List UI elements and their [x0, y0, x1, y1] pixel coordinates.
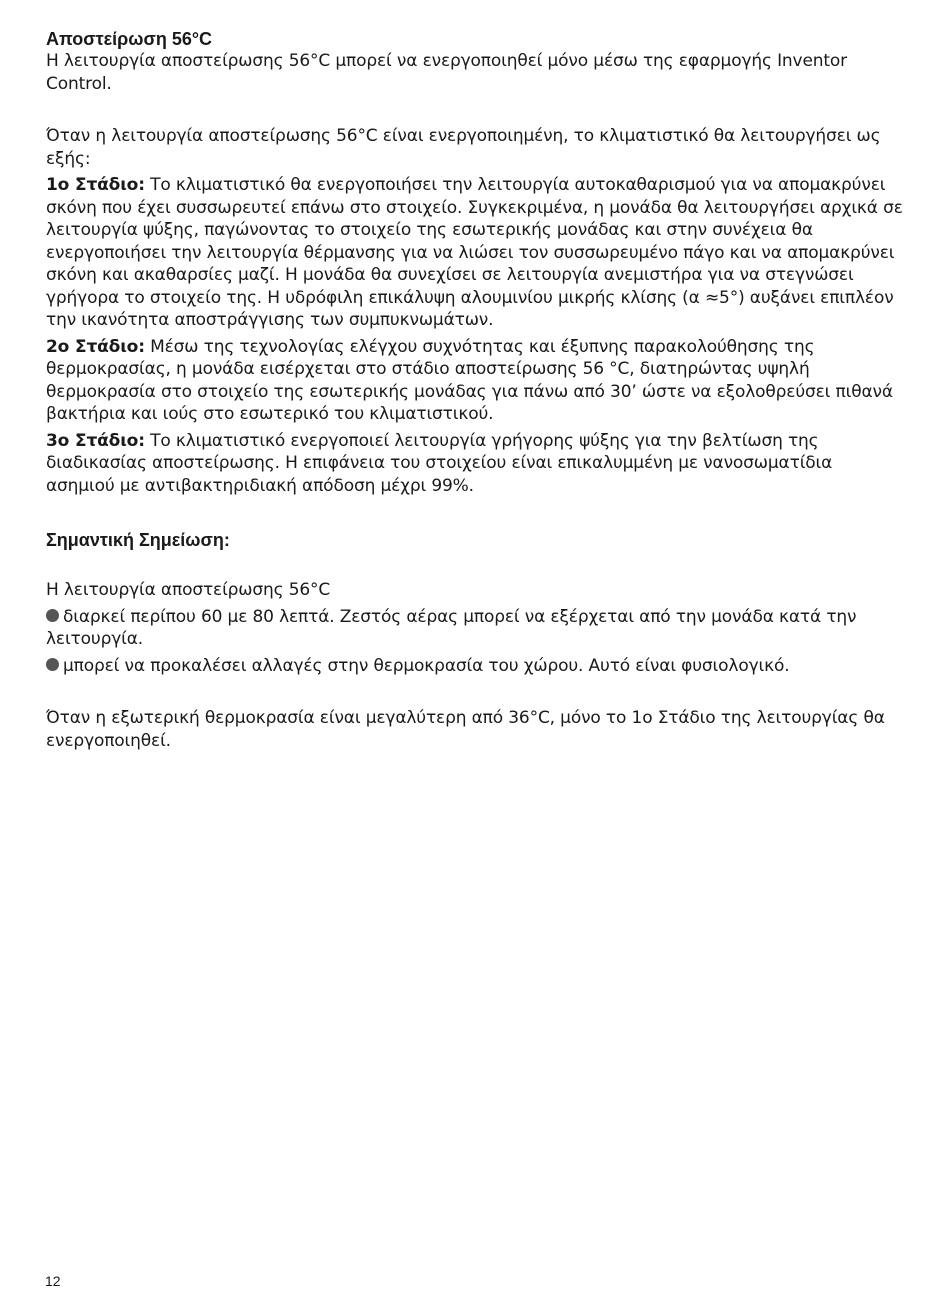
note-intro: Η λειτουργία αποστείρωσης 56°C: [46, 580, 331, 600]
bullet-dot-icon: [46, 609, 59, 622]
stage-3-text: Το κλιματιστικό ενεργοποιεί λειτουργία γρήγορης ψύξης για την βελτίωση της διαδικασίας αποστείρωσης. Η επιφάνεια του στοιχείου είναι επικαλυμμένη με νανοσωματίδια ασημιού με αντιβακτηριδιακή απόδοση μέχρι 99%.: [46, 430, 833, 496]
closing-paragraph: Όταν η εξωτερική θερμοκρασία είναι μεγαλύτερη από 36°C, μόνο το 1ο Στάδιο της λειτουργίας θα ενεργοποιηθεί.: [46, 708, 885, 751]
document-page: [46, 28, 904, 752]
note-bullet-1-text: διαρκεί περίπου 60 με 80 λεπτά. Ζεστός αέρας μπορεί να εξέρχεται από την μονάδα κατά την λειτουργία.: [46, 606, 857, 649]
stage-3-paragraph: [46, 430, 904, 498]
stage-1-paragraph: [46, 174, 904, 332]
note-heading: Σημαντική Σημείωση:: [46, 530, 230, 550]
stage-2-text: Μέσω της τεχνολογίας ελέγχου συχνότητας και έξυπνης παρακολούθησης της θερμοκρασίας, η μονάδα εισέρχεται στο στάδιο αποστείρωσης 56 °C, διατηρώντας υψηλή θερμοκρασία στο στοιχείο της εσωτερικής μονάδας για πάνω από 30’ ώστε να εξολοθρεύσει πιθανά βακτήρια και ιούς στο εσωτερικό του κλιματιστικού.: [46, 336, 893, 424]
note-bullet-1: [46, 606, 904, 651]
stage-1-label: 1ο Στάδιο:: [46, 175, 145, 195]
note-bullet-2-text: μπορεί να προκαλέσει αλλαγές στην θερμοκρασία του χώρου. Αυτό είναι φυσιολογικό.: [63, 655, 790, 676]
spacer: [46, 677, 904, 707]
spacer: [46, 497, 904, 529]
stage-1-text: Το κλιματιστικό θα ενεργοποιήσει την λειτουργία αυτοκαθαρισμού για να απομακρύνει σκόνη που έχει συσσωρευτεί επάνω στο στοιχείο. Συγκεκριμένα, η μονάδα θα λειτουργήσει αρχικά σε λειτουργία ψύξης, παγώνοντας το στοιχείο της εσωτερικής μονάδας και στην συνέχεια θα ενεργοποιήσει την λειτουργία θέρμανσης για να λιώσει τον συσσωρευμένο πάγο και να απομακρύνει σκόνη και ακαθαρσίες μαζί. Η μονάδα θα συνεχίσει σε λειτουργία ανεμιστήρα για να στεγνώσει γρήγορα το στοιχείο της. Η υδρόφιλη επικάλυψη αλουμινίου μικρής κλίσης (α ≈5°) αυξάνει επιπλέον την ικανότητα αποστράγγισης των συμπυκνωμάτων.: [46, 175, 903, 330]
bullet-dot-icon: [46, 658, 59, 671]
stage-2-paragraph: [46, 336, 904, 426]
page-number: 12: [45, 1273, 61, 1289]
note-bullet-2: [46, 655, 904, 678]
intro-paragraph: Η λειτουργία αποστείρωσης 56°C μπορεί να ενεργοποιηθεί μόνο μέσω της εφαρμογής Inventor Control.: [46, 51, 848, 94]
stage-2-label: 2ο Στάδιο:: [46, 336, 145, 357]
section-heading: Αποστείρωση 56°C: [46, 29, 213, 49]
spacer: [46, 551, 904, 579]
spacer: [46, 95, 904, 125]
stage-3-label: 3ο Στάδιο:: [46, 430, 145, 451]
operation-intro-paragraph: Όταν η λειτουργία αποστείρωσης 56°C είναι ενεργοποιημένη, το κλιματιστικό θα λειτουργήσει ως εξής:: [46, 126, 881, 169]
